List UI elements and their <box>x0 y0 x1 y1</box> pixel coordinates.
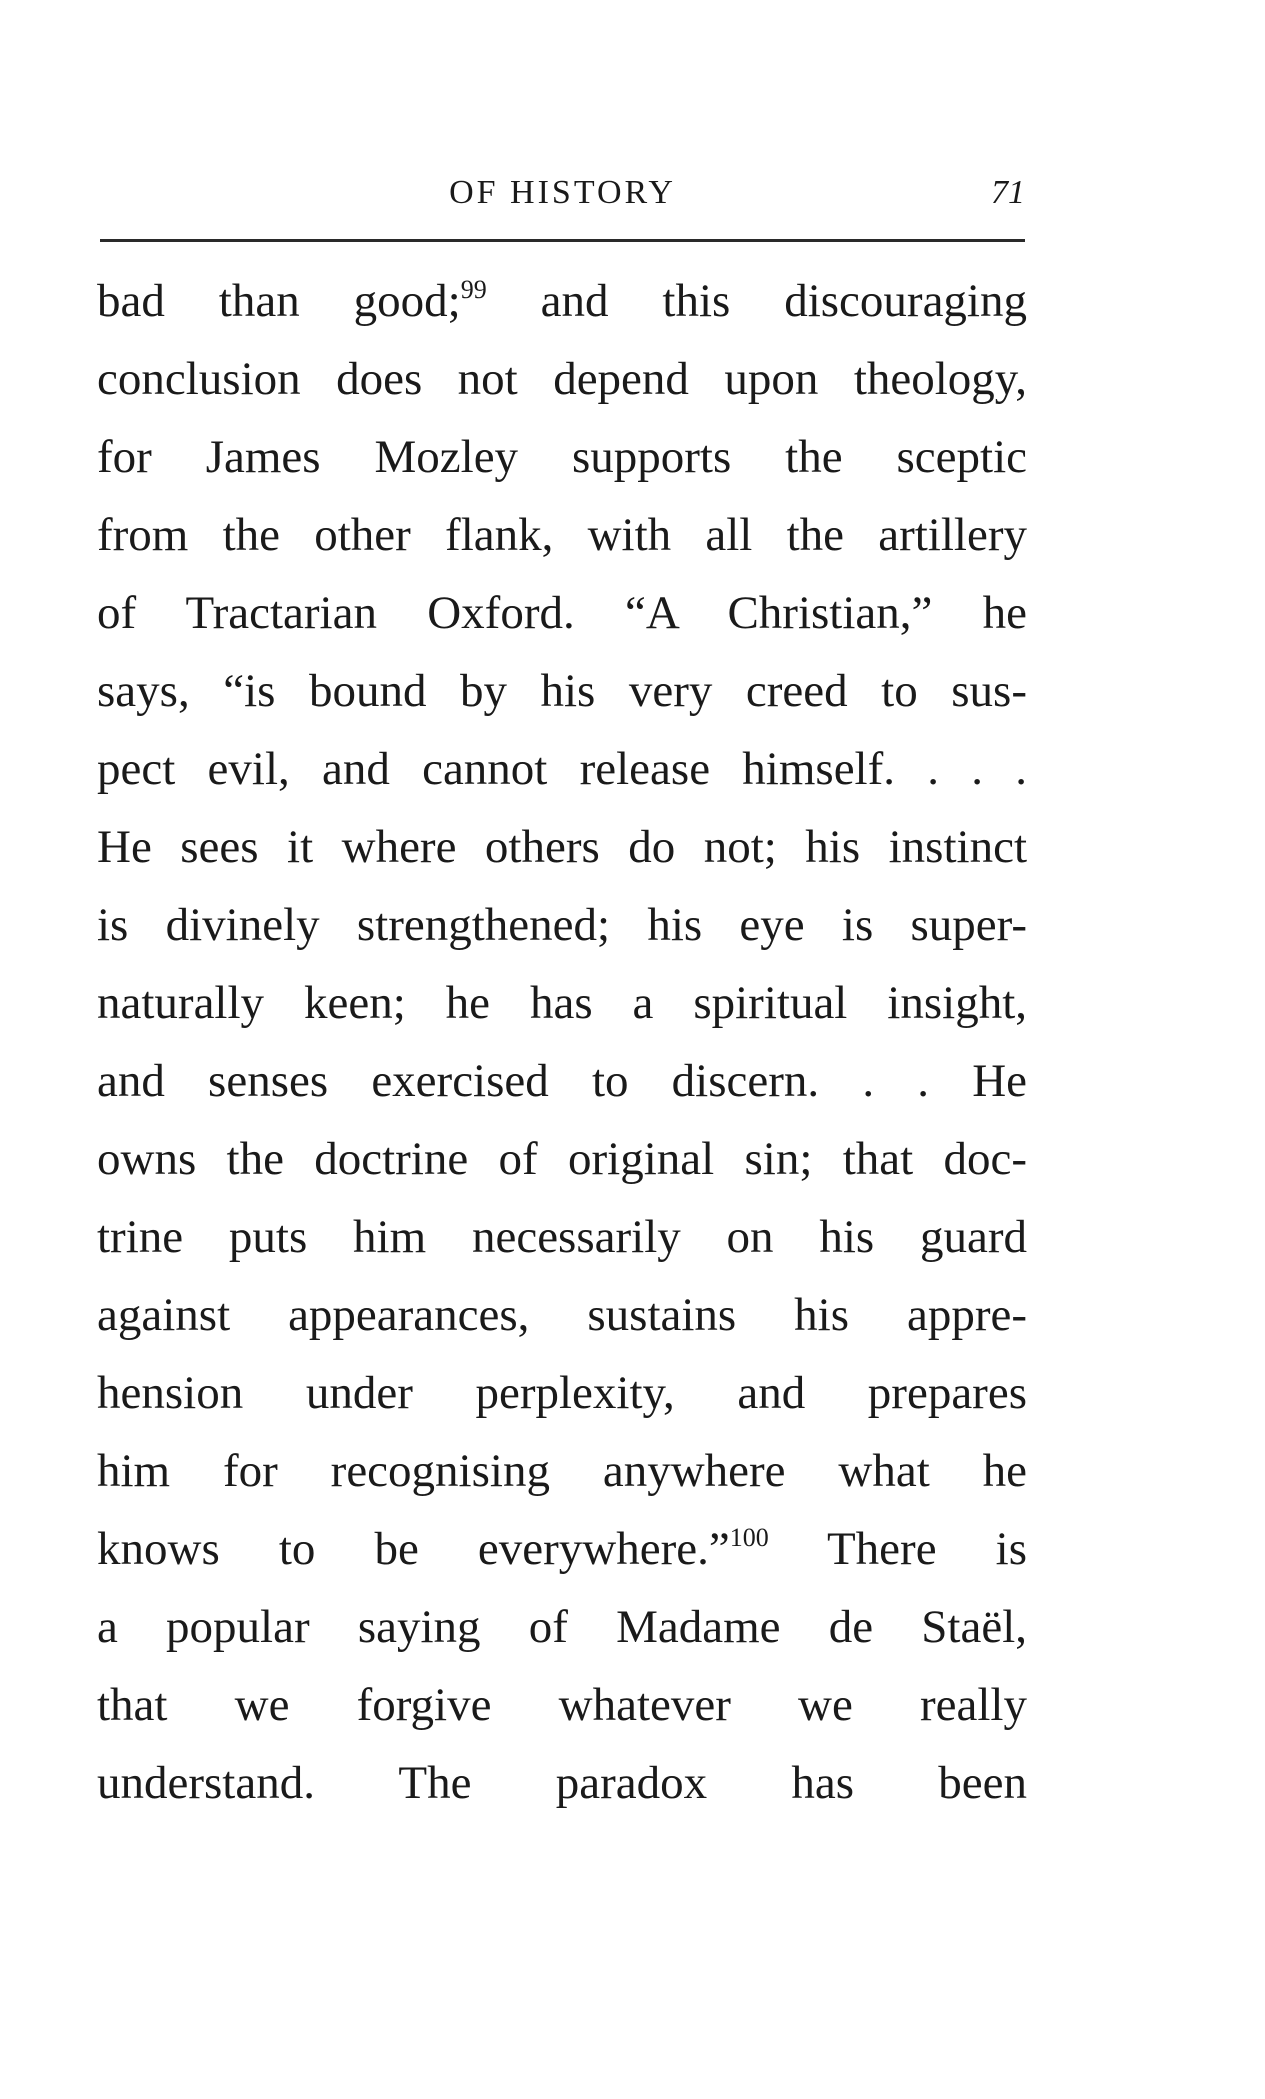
text-line <box>97 1354 1027 1432</box>
text-line <box>97 1744 1027 1822</box>
text-run: for James Mozley supports the sceptic <box>97 431 1027 483</box>
header-rule <box>100 239 1025 242</box>
text-line <box>97 730 1027 808</box>
text-line <box>97 262 1027 340</box>
text-line <box>97 340 1027 418</box>
text-run: from the other flank, with all the artillery <box>97 509 1027 561</box>
text-line <box>97 574 1027 652</box>
text-run: understand. The paradox has been <box>97 1757 1027 1809</box>
text-run: that we forgive whatever we really <box>97 1679 1027 1731</box>
text-line <box>97 1120 1027 1198</box>
text-run: hension under perplexity, and prepares <box>97 1367 1027 1419</box>
text-run: and this discouraging <box>486 275 1027 327</box>
text-line <box>97 418 1027 496</box>
body-text <box>97 262 1027 1822</box>
text-run: knows to be everywhere.” <box>97 1523 730 1575</box>
text-run: bad than good; <box>97 275 461 327</box>
text-run: owns the doctrine of original sin; that doc- <box>97 1133 1027 1185</box>
text-line <box>97 1666 1027 1744</box>
text-line <box>97 1432 1027 1510</box>
text-line <box>97 1276 1027 1354</box>
text-line <box>97 652 1027 730</box>
page-number: 71 <box>991 174 1025 211</box>
text-line <box>97 808 1027 886</box>
text-run: him for recognising anywhere what he <box>97 1445 1027 1497</box>
footnote-ref: 100 <box>729 1523 769 1552</box>
text-run: says, “is bound by his very creed to sus- <box>97 665 1027 717</box>
running-head <box>100 170 1025 220</box>
text-run: trine puts him necessarily on his guard <box>97 1211 1027 1263</box>
text-line <box>97 1198 1027 1276</box>
text-run: naturally keen; he has a spiritual insight, <box>97 977 1027 1029</box>
text-run: against appearances, sustains his appre- <box>97 1289 1027 1341</box>
text-line <box>97 496 1027 574</box>
text-run: and senses exercised to discern. . . He <box>97 1055 1027 1107</box>
text-line <box>97 1588 1027 1666</box>
footnote-ref: 99 <box>460 275 487 304</box>
text-run: a popular saying of Madame de Staël, <box>97 1601 1027 1653</box>
text-run: He sees it where others do not; his instinct <box>97 821 1027 873</box>
text-run: pect evil, and cannot release himself. . . . <box>97 743 1027 795</box>
text-line <box>97 1510 1027 1588</box>
running-title: OF HISTORY <box>449 174 676 211</box>
text-run: conclusion does not depend upon theology, <box>97 353 1027 405</box>
text-run: is divinely strengthened; his eye is super- <box>97 899 1027 951</box>
text-line <box>97 886 1027 964</box>
text-line <box>97 1042 1027 1120</box>
text-line <box>97 964 1027 1042</box>
text-run: There is <box>768 1523 1027 1575</box>
text-run: of Tractarian Oxford. “A Christian,” he <box>97 587 1027 639</box>
